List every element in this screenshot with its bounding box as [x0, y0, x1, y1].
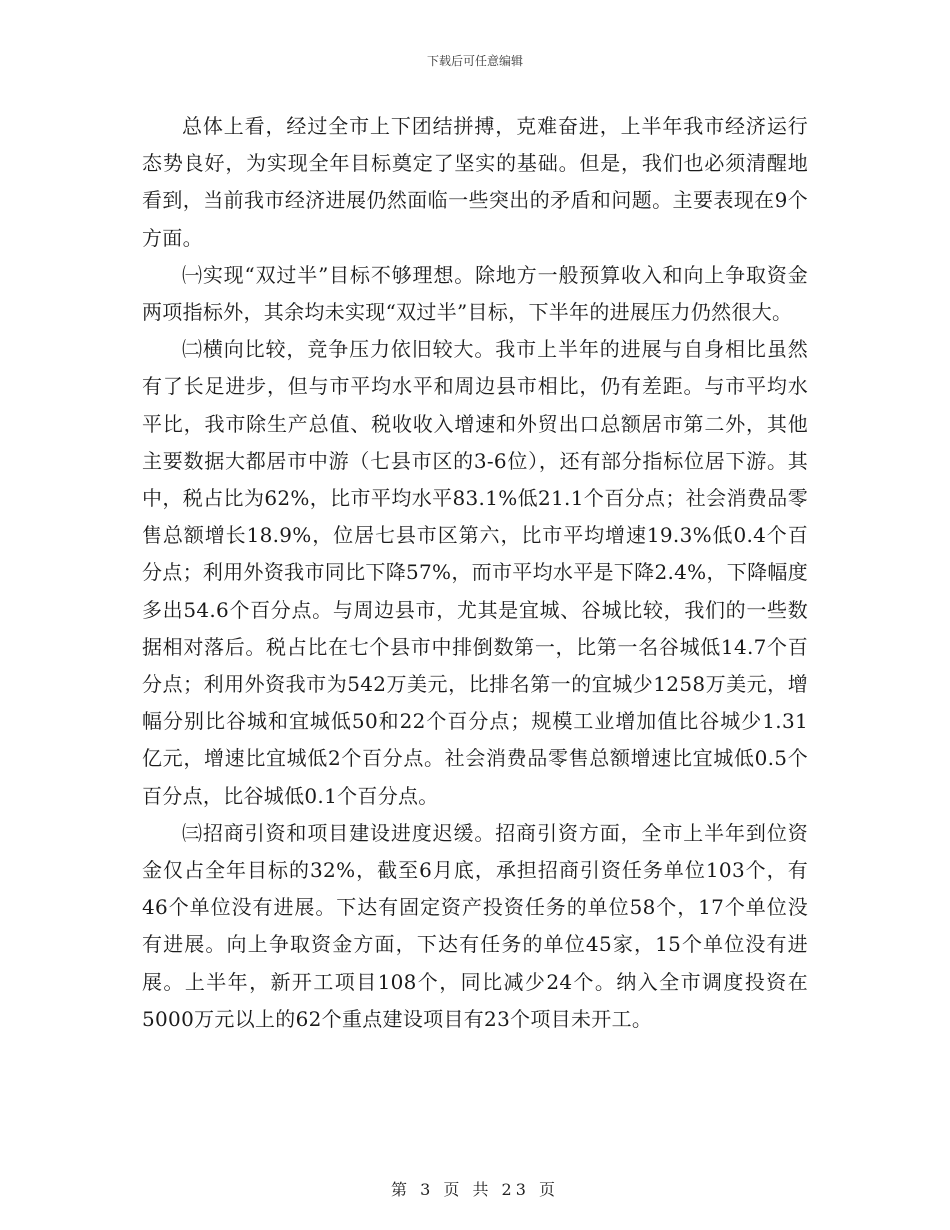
- document-body: [142, 108, 808, 1038]
- paragraph-summary: 总体上看，经过全市上下团结拼搏，克难奋进，上半年我市经济运行态势良好，为实现全年目标奠定了坚实的基础。但是，我们也必须清醒地看到，当前我市经济进展仍然面临一些突出的矛盾和问题。主要表现在9个方面。: [142, 114, 808, 250]
- page-header: 下载后可任意编辑: [426, 54, 523, 68]
- paragraph-item-3: ㈢招商引资和项目建设进度迟缓。招商引资方面，全市上半年到位资金仅占全年目标的32%，截至6月底，承担招商引资任务单位103个，有46个单位没有进展。下达有固定资产投资任务的单位58个，17个单位没有进展。向上争取资金方面，下达有任务的单位45家，15个单位没有进展。上半年，新开工项目108个，同比减少24个。纳入全市调度投资在5000万元以上的62个重点建设项目有23个项目未开工。: [142, 820, 808, 1031]
- paragraph-item-2: ㈡横向比较，竞争压力依旧较大。我市上半年的进展与自身相比虽然有了长足进步，但与市平均水平和周边县市相比，仍有差距。与市平均水平比，我市除生产总值、税收收入增速和外贸出口总额居市第二外，其他主要数据大都居市中游（七县市区的3-6位），还有部分指标位居下游。其中，税占比为62%，比市平均水平83.1%低21.1个百分点；社会消费品零售总额增长18.9%，位居七县市区第六，比市平均增速19.3%低0.4个百分点；利用外资我市同比下降57%，而市平均水平是下降2.4%，下降幅度多出54.6个百分点。与周边县市，尤其是宜城、谷城比较，我们的一些数据相对落后。税占比在七个县市中排倒数第一，比第一名谷城低14.7个百分点；利用外资我市为542万美元，比排名第一的宜城少1258万美元，增幅分别比谷城和宜城低50和22个百分点；规模工业增加值比谷城少1.31亿元，增速比宜城低2个百分点。社会消费品零售总额增速比宜城低0.5个百分点，比谷城低0.1个百分点。: [142, 337, 808, 808]
- page-number-footer: 第 3 页 共 23 页: [391, 1180, 559, 1199]
- paragraph-item-1: ㈠实现“双过半”目标不够理想。除地方一般预算收入和向上争取资金两项指标外，其余均未实现“双过半”目标，下半年的进展压力仍然很大。: [142, 262, 808, 325]
